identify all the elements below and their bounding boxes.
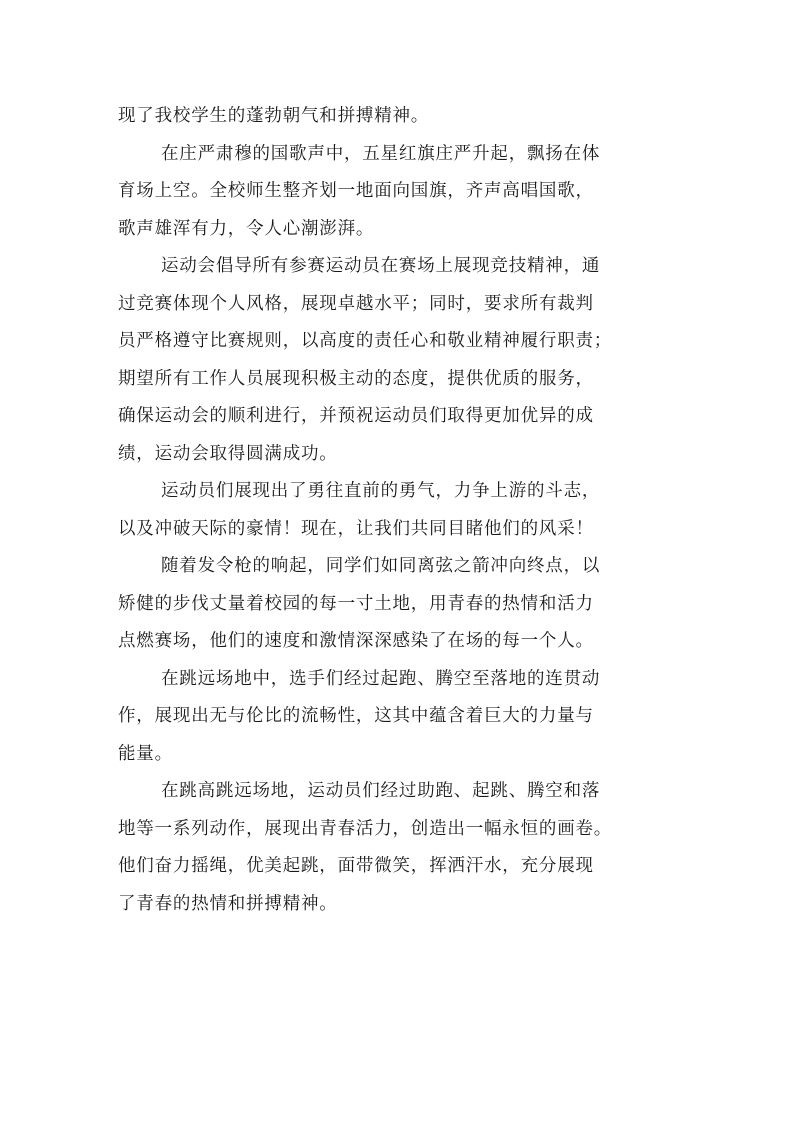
- paragraph-3-line-1: 运动会倡导所有参赛运动员在赛场上展现竞技精神，通: [161, 256, 601, 276]
- paragraph-7-line-2: 地等一系列动作，展现出青春活力，创造出一幅永恒的画卷。: [118, 818, 613, 839]
- paragraph-2-line-1: 在庄严肃穆的国歌声中，五星红旗庄严升起，飘扬在体: [161, 143, 601, 164]
- paragraph-5-line-3: 点燃赛场，他们的速度和激情深深感染了在场的每一个人。: [118, 631, 594, 651]
- paragraph-7-line-4: 了青春的热情和拼搏精神。: [118, 893, 338, 914]
- paragraph-3-line-2: 过竞赛体现个人风格，展现卓越水平；同时，要求所有裁判: [118, 293, 594, 314]
- paragraph-6-line-2: 作，展现出无与伦比的流畅性，这其中蕴含着巨大的力量与: [118, 706, 594, 726]
- paragraph-4-line-1: 运动员们展现出了勇往直前的勇气，力争上游的斗志，: [161, 481, 601, 501]
- paragraph-1-line-1: 现了我校学生的蓬勃朝气和拼搏精神。: [118, 106, 430, 126]
- paragraph-5-line-2: 矫健的步伐丈量着校园的每一寸土地，用青春的热情和活力: [118, 593, 594, 614]
- paragraph-3-line-6: 绩，运动会取得圆满成功。: [118, 443, 338, 464]
- paragraph-7-line-3: 他们奋力摇绳，优美起跳，面带微笑，挥洒汗水，充分展现: [118, 856, 594, 876]
- paragraph-3-line-5: 确保运动会的顺利进行，并预祝运动员们取得更加优异的成: [118, 406, 594, 426]
- paragraph-4-line-2: 以及冲破天际的豪情！现在，让我们共同目睹他们的风采！: [118, 518, 594, 539]
- paragraph-3-line-3: 员严格遵守比赛规则，以高度的责任心和敬业精神履行职责；: [118, 331, 613, 351]
- document-body: [118, 98, 678, 923]
- paragraph-7-line-1: 在跳高跳远场地，运动员们经过助跑、起跳、腾空和落: [161, 781, 601, 801]
- paragraph-5-line-1: 随着发令枪的响起，同学们如同离弦之箭冲向终点，以: [161, 556, 601, 576]
- paragraph-2-line-2: 育场上空。全校师生整齐划一地面向国旗，齐声高唱国歌，: [118, 181, 594, 201]
- paragraph-6-line-1: 在跳远场地中，选手们经过起跑、腾空至落地的连贯动: [161, 668, 601, 689]
- paragraph-2-line-3: 歌声雄浑有力，令人心潮澎湃。: [118, 218, 375, 239]
- paragraph-3-line-4: 期望所有工作人员展现积极主动的态度，提供优质的服务，: [118, 368, 594, 389]
- paragraph-6-line-3: 能量。: [118, 743, 173, 764]
